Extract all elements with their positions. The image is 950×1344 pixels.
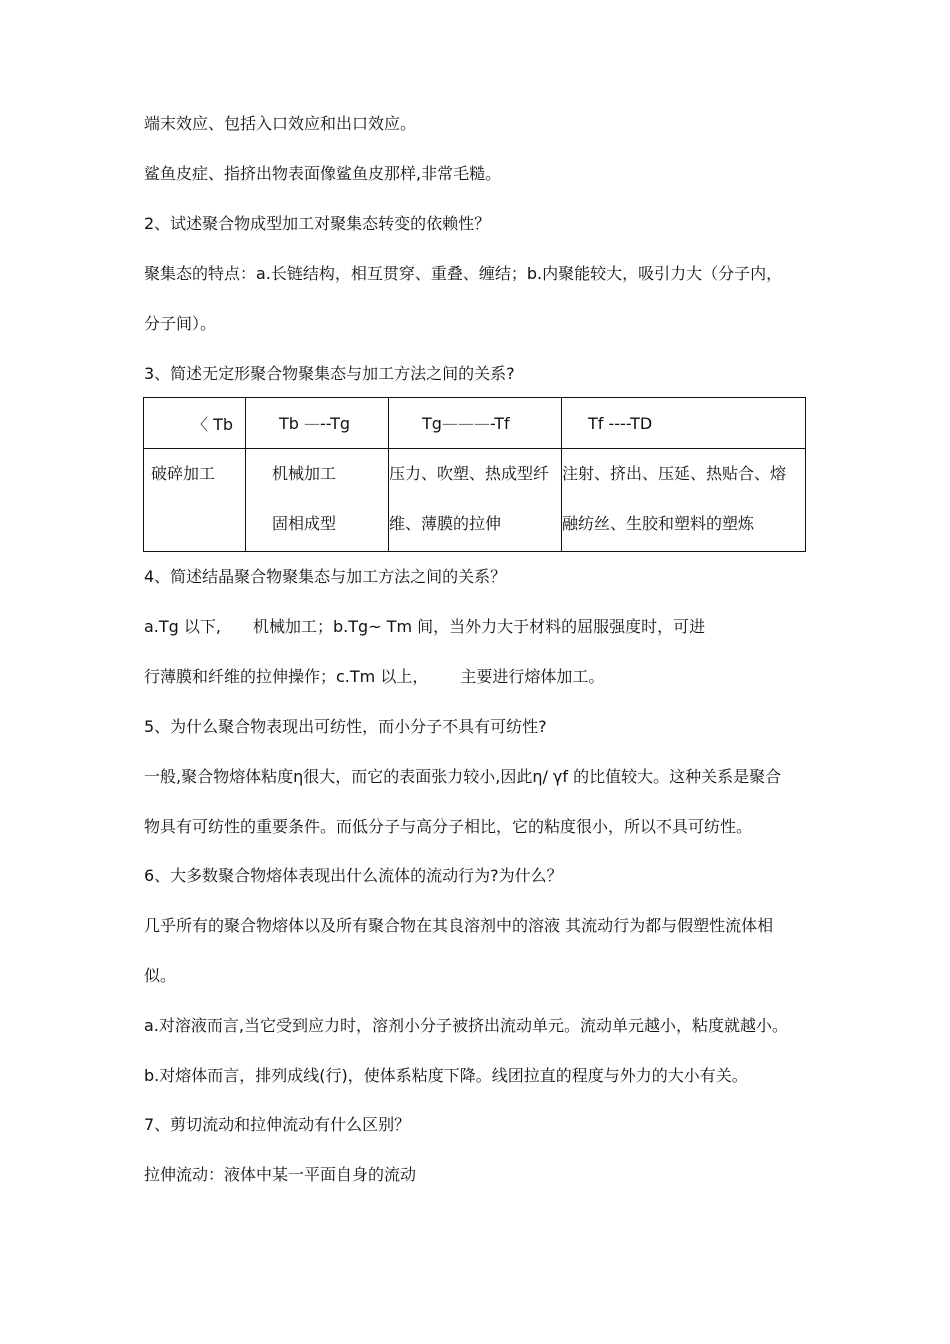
question-5: 5、为什么聚合物表现出可纺性，而小分子不具有可纺性? [144,717,547,736]
cell-injection: 注射、挤出、压延、热贴合、熔 [562,464,787,483]
answer-6-line-2: 似。 [144,966,177,985]
answer-6-line-1: 几乎所有的聚合物熔体以及所有聚合物在其良溶剂中的溶液 其流动行为都与假塑性流体相 [144,916,774,935]
table-cell [562,449,806,552]
header-tg-tf: Tg———-Tf [422,413,510,433]
question-4: 4、简述结晶聚合物聚集态与加工方法之间的关系？ [144,567,507,586]
table-cell [246,449,389,552]
question-3: 3、简述无定形聚合物聚集态与加工方法之间的关系? [144,364,515,383]
answer-2-line-1: 聚集态的特点：a.长链结构，相互贯穿、重叠、缠结；b.内聚能较大，吸引力大（分子内， [144,264,783,283]
header-tb-tg: Tb —--Tg [279,413,351,433]
cell-solid-forming: 固相成型 [272,514,337,533]
answer-6-melt: b.对熔体而言，排列成线(行)，使体系粘度下降。线团拉直的程度与外力的大小有关。 [144,1066,748,1085]
answer-4-line-1: a.Tg 以下, 机械加工；b.Tg~ Tm 间，当外力大于材料的屈服强度时，可进 [144,617,706,636]
answer-4-line-2: 行薄膜和纤维的拉伸操作；c.Tm 以上， 主要进行熔体加工。 [144,667,605,686]
cell-machining: 机械加工 [272,464,337,483]
table-header-cell [389,398,562,449]
answer-6-solution: a.对溶液而言,当它受到应力时，溶剂小分子被挤出流动单元。流动单元越小，粘度就越小。 [144,1016,788,1035]
table-header-cell [246,398,389,449]
answer-7-line-1: 拉伸流动：液体中某一平面自身的流动 [144,1165,417,1184]
cell-crushing: 破碎加工 [151,464,216,483]
question-2: 2、试述聚合物成型加工对聚集态转变的依赖性？ [144,214,491,233]
answer-5-line-1: 一般,聚合物熔体粘度η很大，而它的表面张力较小,因此η/ γf 的比值较大。这种关系是聚合 [144,767,782,786]
cell-pressure-blow: 压力、吹塑、热成型纤 [389,464,550,483]
table-header-cell [562,398,806,449]
table-cell [144,449,246,552]
header-below-tb: 〈 Tb [192,414,234,434]
header-tf-td: Tf ----TD [588,413,653,433]
paragraph-sharkskin: 鲨鱼皮症、指挤出物表面像鲨鱼皮那样,非常毛糙。 [144,164,502,183]
table-cell [389,449,562,552]
processing-table [143,397,806,552]
cell-film-stretch: 维、薄膜的拉伸 [389,514,502,533]
table-row [144,449,806,552]
table-header-row [144,398,806,449]
table-header-cell [144,398,246,449]
answer-5-line-2: 物具有可纺性的重要条件。而低分子与高分子相比，它的粘度很小，所以不具可纺性。 [144,817,753,836]
cell-melt-spinning: 融纺丝、生胶和塑料的塑炼 [562,514,755,533]
question-6: 6、大多数聚合物熔体表现出什么流体的流动行为?为什么？ [144,866,563,885]
question-7: 7、剪切流动和拉伸流动有什么区别？ [144,1115,411,1134]
answer-2-line-2: 分子间）。 [144,314,217,333]
paragraph-end-effect: 端末效应、包括入口效应和出口效应。 [144,114,417,133]
